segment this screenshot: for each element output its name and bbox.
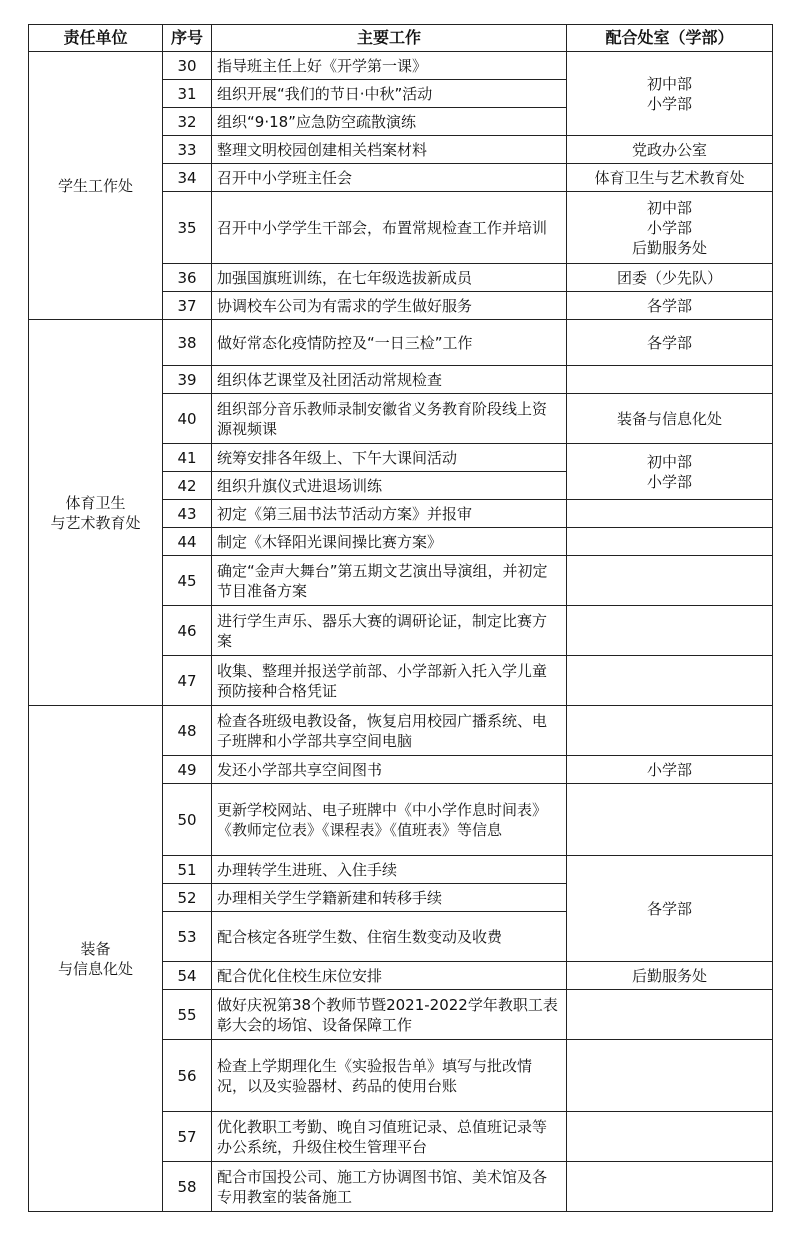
work-item: 更新学校网站、电子班牌中《中小学作息时间表》《教师定位表》《课程表》《值班表》等信息	[212, 784, 567, 856]
coop-dept: 后勤服务处	[567, 962, 773, 990]
work-item: 检查各班级电教设备，恢复启用校园广播系统、电子班牌和小学部共享空间电脑	[212, 706, 567, 756]
row-number: 51	[163, 856, 212, 884]
unit-label-line1: 装备	[80, 939, 111, 958]
header-no: 序号	[163, 25, 212, 52]
row-number: 32	[163, 108, 212, 136]
row-number: 45	[163, 556, 212, 606]
work-item: 优化教职工考勤、晚自习值班记录、总值班记录等办公系统，升级住校生管理平台	[212, 1112, 567, 1162]
coop-dept: 小学部	[567, 756, 773, 784]
coop-dept	[567, 656, 773, 706]
unit-student-affairs	[29, 52, 163, 320]
row-number: 54	[163, 962, 212, 990]
coop-dept	[567, 1040, 773, 1112]
coop-dept: 装备与信息化处	[567, 394, 773, 444]
work-item: 检查上学期理化生《实验报告单》填写与批改情况，以及实验器材、药品的使用台账	[212, 1040, 567, 1112]
work-item: 配合市国投公司、施工方协调图书馆、美术馆及各专用教室的装备施工	[212, 1162, 567, 1212]
row-number: 41	[163, 444, 212, 472]
coop-dept: 初中部 小学部	[567, 444, 773, 500]
work-item: 做好庆祝第38个教师节暨2021-2022学年教职工表彰大会的场馆、设备保障工作	[212, 990, 567, 1040]
work-item: 组织部分音乐教师录制安徽省义务教育阶段线上资源视频课	[212, 394, 567, 444]
work-item: 确定“金声大舞台”第五期文艺演出导演组，并初定节目准备方案	[212, 556, 567, 606]
work-item: 组织体艺课堂及社团活动常规检查	[212, 366, 567, 394]
work-item: 指导班主任上好《开学第一课》	[212, 52, 567, 80]
coop-dept	[567, 706, 773, 756]
row-number: 52	[163, 884, 212, 912]
work-item: 协调校车公司为有需求的学生做好服务	[212, 292, 567, 320]
unit-label-line2: 与艺术教育处	[50, 513, 141, 532]
row-number: 50	[163, 784, 212, 856]
work-item: 配合优化住校生床位安排	[212, 962, 567, 990]
header-coop: 配合处室（学部）	[567, 25, 773, 52]
work-item: 加强国旗班训练，在七年级选拔新成员	[212, 264, 567, 292]
coop-dept: 初中部 小学部 后勤服务处	[567, 192, 773, 264]
row-number: 37	[163, 292, 212, 320]
coop-dept: 初中部 小学部	[567, 52, 773, 136]
row-number: 43	[163, 500, 212, 528]
coop-dept: 党政办公室	[567, 136, 773, 164]
header-work: 主要工作	[212, 25, 567, 52]
row-number: 35	[163, 192, 212, 264]
row-number: 44	[163, 528, 212, 556]
row-number: 57	[163, 1112, 212, 1162]
coop-dept	[567, 990, 773, 1040]
row-number: 38	[163, 320, 212, 366]
row-number: 49	[163, 756, 212, 784]
coop-dept	[567, 1112, 773, 1162]
unit-label: 学生工作处	[57, 176, 133, 195]
table-row	[29, 320, 773, 366]
work-item: 召开中小学学生干部会，布置常规检查工作并培训	[212, 192, 567, 264]
work-item: 组织“9·18”应急防空疏散演练	[212, 108, 567, 136]
row-number: 31	[163, 80, 212, 108]
row-number: 46	[163, 606, 212, 656]
coop-dept	[567, 556, 773, 606]
work-item: 制定《木铎阳光课间操比赛方案》	[212, 528, 567, 556]
coop-dept: 团委（少先队）	[567, 264, 773, 292]
work-item: 统筹安排各年级上、下午大课间活动	[212, 444, 567, 472]
work-item: 办理相关学生学籍新建和转移手续	[212, 884, 567, 912]
work-item: 初定《第三届书法节活动方案》并报审	[212, 500, 567, 528]
coop-dept	[567, 784, 773, 856]
row-number: 47	[163, 656, 212, 706]
unit-label-line1: 体育卫生	[65, 493, 126, 512]
row-number: 40	[163, 394, 212, 444]
coop-dept	[567, 528, 773, 556]
work-item: 办理转学生进班、入住手续	[212, 856, 567, 884]
header-row	[29, 25, 773, 52]
coop-dept: 各学部	[567, 856, 773, 962]
work-plan-table	[28, 24, 773, 1212]
row-number: 36	[163, 264, 212, 292]
table-row	[29, 52, 773, 80]
coop-dept: 体育卫生与艺术教育处	[567, 164, 773, 192]
coop-dept	[567, 1162, 773, 1212]
row-number: 33	[163, 136, 212, 164]
row-number: 56	[163, 1040, 212, 1112]
work-item: 组织开展“我们的节日·中秋”活动	[212, 80, 567, 108]
work-item: 配合核定各班学生数、住宿生数变动及收费	[212, 912, 567, 962]
unit-equipment-it	[29, 706, 163, 1212]
work-item: 发还小学部共享空间图书	[212, 756, 567, 784]
coop-dept	[567, 500, 773, 528]
row-number: 34	[163, 164, 212, 192]
coop-dept: 各学部	[567, 292, 773, 320]
work-item: 整理文明校园创建相关档案材料	[212, 136, 567, 164]
header-unit: 责任单位	[29, 25, 163, 52]
row-number: 53	[163, 912, 212, 962]
coop-dept	[567, 366, 773, 394]
work-item: 做好常态化疫情防控及“一日三检”工作	[212, 320, 567, 366]
work-item: 收集、整理并报送学前部、小学部新入托入学儿童预防接种合格凭证	[212, 656, 567, 706]
row-number: 55	[163, 990, 212, 1040]
row-number: 30	[163, 52, 212, 80]
row-number: 58	[163, 1162, 212, 1212]
unit-sports-arts	[29, 320, 163, 706]
work-item: 组织升旗仪式进退场训练	[212, 472, 567, 500]
unit-label-line2: 与信息化处	[57, 959, 133, 978]
coop-dept: 各学部	[567, 320, 773, 366]
row-number: 39	[163, 366, 212, 394]
row-number: 48	[163, 706, 212, 756]
coop-dept	[567, 606, 773, 656]
work-item: 召开中小学班主任会	[212, 164, 567, 192]
work-item: 进行学生声乐、器乐大赛的调研论证，制定比赛方案	[212, 606, 567, 656]
row-number: 42	[163, 472, 212, 500]
table-row	[29, 706, 773, 756]
